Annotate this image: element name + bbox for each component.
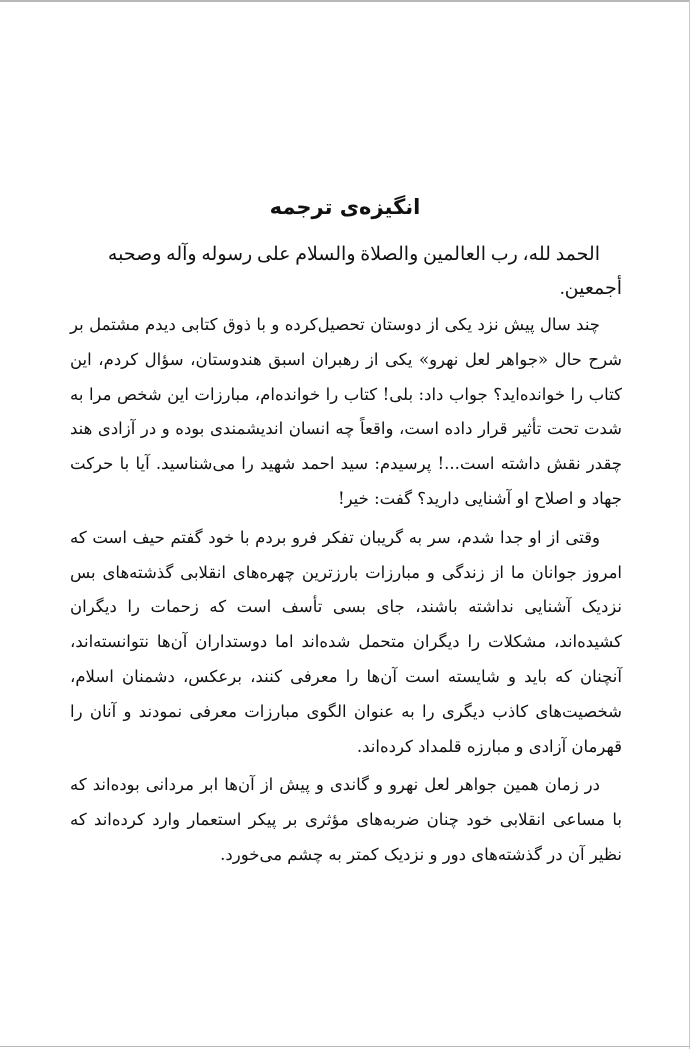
page-title: انگیزه‌ی ترجمه	[269, 195, 421, 220]
paragraph-1: چند سال پیش نزد یکی از دوستان تحصیل‌کرده و با ذوق کتابی دیدم مشتمل بر شرح حال «جواهر لعل نهرو» یکی از رهبران اسبق هندوستان، سؤال کردم، این کتاب را خوانده‌اید؟ جواب داد: بلی! کتاب را خوانده‌ام، مبارزات این شخص مرا به شدت تحت تأثیر قرار داده است، واقعاً چه انسان اندیشمندی بوده و در آزادی هند چقدر نقش داشته است...! پرسیدم: سید احمد شهید را می‌شناسید. آیا با حرکت جهاد و اصلاح او آشنایی دارید؟ گفت: خیر!	[70, 315, 622, 508]
opening-line: الحمد لله، رب العالمین والصلاة والسلام علی رسوله وآله وصحبه أجمعین.	[107, 244, 622, 299]
bottom-border	[0, 1046, 690, 1047]
top-border	[0, 0, 690, 2]
paragraph-2: وقتی از او جدا شدم، سر به گریبان تفکر فرو بردم با خود گفتم حیف است که امروز جوانان ما از زندگی و مبارزات بارزترین چهره‌های انقلابی گذشته‌های بس نزدیک آشنایی نداشته باشند، جای بسی تأسف است که زحمات را دیگران کشیده‌اند، مشکلات را دیگران متحمل شده‌اند اما دوستداران آن‌ها نتوانسته‌اند، آنچنان که باید و شایسته است آن‌ها را معرفی کنند، برعکس، دشمنان اسلام، شخصیت‌های کاذب دیگری را به عنوان الگوی مبارزات معرفی نمودند و آنان را قهرمان آزادی و مبارزه قلمداد کرده‌اند.	[70, 527, 622, 756]
paragraph-3: در زمان همین جواهر لعل نهرو و گاندی و پیش از آن‌ها ابر مردانی بوده‌اند که با مساعی انقلابی خود چنان ضربه‌های مؤثری بر پیکر استعمار وارد کرده‌اند که نظیر آن در گذشته‌های دور و نزدیک کمتر به چشم می‌خورد.	[70, 775, 622, 864]
body-text	[70, 238, 622, 877]
